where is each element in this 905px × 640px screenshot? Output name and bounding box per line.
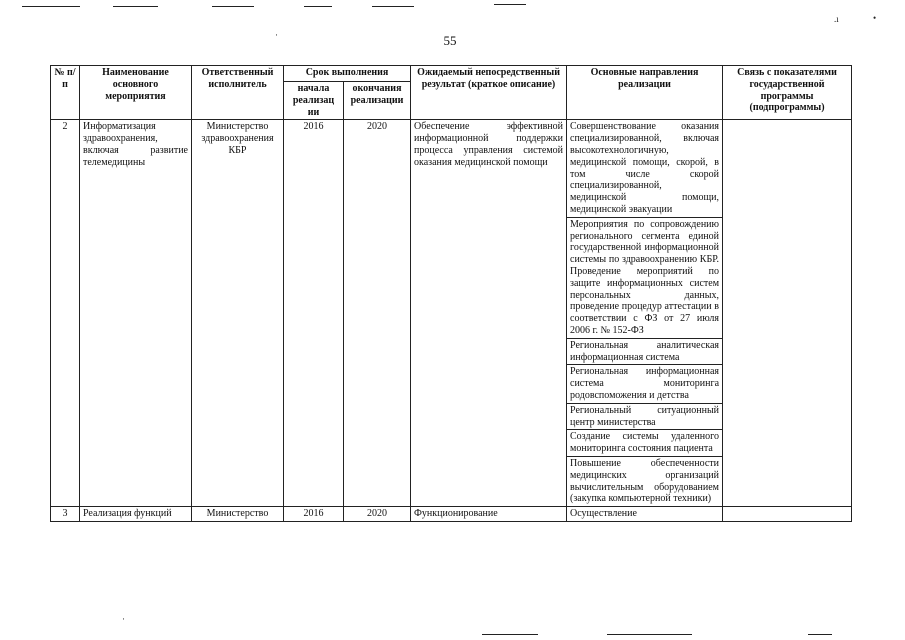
- header-executor: Ответственный исполнитель: [192, 66, 284, 120]
- scan-mark: .ı: [834, 14, 839, 24]
- direction-item: Региональный ситуационный центр министерства: [567, 403, 723, 430]
- header-directions: Основные направления реализации: [567, 66, 723, 120]
- row-executor: Министерство: [192, 507, 284, 522]
- row-indicators: [723, 507, 852, 522]
- header-row: [51, 66, 852, 82]
- scan-mark: [808, 634, 832, 635]
- row-indicators: [723, 120, 852, 507]
- program-table: [50, 65, 852, 522]
- header-result: Ожидаемый непосредственный результат (краткое описание): [411, 66, 567, 120]
- direction-item: Региональная аналитическая информационная система: [567, 338, 723, 365]
- scan-mark: [372, 6, 414, 7]
- direction-item: Мероприятия по сопровождению регионального сегмента единой государственной информационной системы по здравоохранению КБР. Проведение мероприятий по защите информационных систем персональных данных, проведение процедур аттестации в соответствии с ФЗ от 27 июля 2006 г. № 152-ФЗ: [567, 217, 723, 338]
- scan-mark: [607, 634, 692, 635]
- row-num: 2: [51, 120, 80, 507]
- direction-item: Совершенствование оказания специализированной, включая высокотехнологичную, медицинской помощи, скорой, в том числе скорой специализированной, медицинской помощи, медицинской эвакуации: [567, 120, 723, 217]
- table-row: [51, 507, 852, 522]
- row-start: 2016: [284, 507, 344, 522]
- direction-item: Региональная информационная система мониторинга родовспоможения и детства: [567, 365, 723, 403]
- direction-item: Осуществление: [567, 507, 723, 522]
- header-num: № п/п: [51, 66, 80, 120]
- header-start: начала реализац ии: [284, 82, 344, 120]
- scan-mark: •: [873, 13, 877, 23]
- row-executor: Министерство здравоохранения КБР: [192, 120, 284, 507]
- scan-mark: ·: [275, 30, 278, 40]
- row-end: 2020: [344, 120, 411, 507]
- row-result: Обеспечение эффективной информационной поддержки процесса управления системой оказания медицинской помощи: [411, 120, 567, 507]
- scan-mark: ·: [122, 614, 125, 624]
- direction-item: Создание системы удаленного мониторинга состояния пациента: [567, 430, 723, 457]
- scan-mark: [494, 4, 526, 5]
- row-num: 3: [51, 507, 80, 522]
- header-indicators: Связь с показателями государственной программы (подпрограммы): [723, 66, 852, 120]
- scan-mark: [304, 6, 332, 7]
- header-name: Наименование основного мероприятия: [80, 66, 192, 120]
- scan-mark: [482, 634, 538, 635]
- scan-mark: [22, 6, 80, 7]
- scan-mark: [212, 6, 254, 7]
- header-period: Срок выполнения: [284, 66, 411, 82]
- row-name: Реализация функций: [80, 507, 192, 522]
- table-row: [51, 120, 852, 217]
- page-number: 55: [443, 33, 457, 48]
- row-end: 2020: [344, 507, 411, 522]
- header-end: окончания реализации: [344, 82, 411, 120]
- row-result: Функционирование: [411, 507, 567, 522]
- row-start: 2016: [284, 120, 344, 507]
- row-name: Информатизация здравоохранения, включая развитие телемедицины: [80, 120, 192, 507]
- direction-item: Повышение обеспеченности медицинских организаций вычислительным оборудованием (закупка компьютерной техники): [567, 456, 723, 506]
- scan-mark: [113, 6, 158, 7]
